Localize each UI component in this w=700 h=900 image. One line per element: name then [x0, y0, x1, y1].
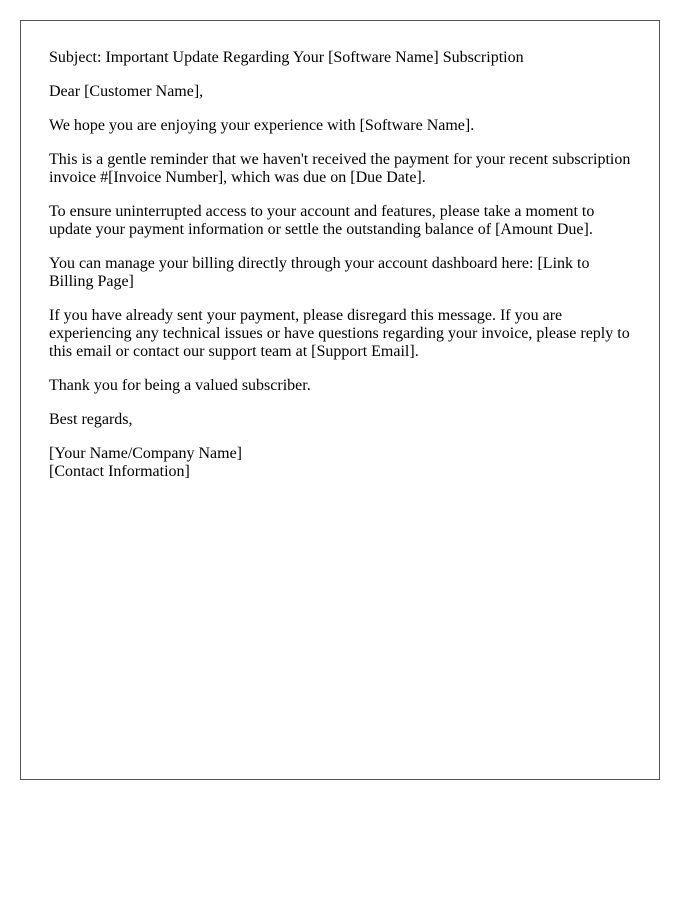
reminder-paragraph — [49, 151, 631, 187]
intro-paragraph — [49, 117, 631, 135]
thanks-paragraph — [49, 377, 631, 395]
billing-line: Billing Page] — [49, 273, 134, 290]
letter-page — [20, 20, 660, 780]
action-line: To ensure uninterrupted access to your account and features, please take a moment to — [49, 203, 595, 220]
subject-text: Subject: Important Update Regarding Your [Software Name] Subscription — [49, 49, 524, 66]
support-line: experiencing any technical issues or have questions regarding your invoice, please reply to — [49, 325, 630, 342]
support-line: If you have already sent your payment, please disregard this message. If you are — [49, 307, 563, 324]
intro-text: We hope you are enjoying your experience with [Software Name]. — [49, 117, 475, 134]
support-line: this email or contact our support team at [Support Email]. — [49, 343, 419, 360]
action-line: update your payment information or settle the outstanding balance of [Amount Due]. — [49, 221, 593, 238]
signature — [49, 445, 631, 481]
greeting — [49, 83, 631, 101]
signature-name: [Your Name/Company Name] — [49, 445, 243, 462]
closing — [49, 411, 631, 429]
reminder-line: This is a gentle reminder that we haven't received the payment for your recent subscription — [49, 151, 631, 168]
subject-line — [49, 49, 631, 67]
support-paragraph — [49, 307, 631, 361]
closing-text: Best regards, — [49, 411, 133, 428]
reminder-line: invoice #[Invoice Number], which was due on [Due Date]. — [49, 169, 426, 186]
billing-line: You can manage your billing directly through your account dashboard here: [Link to — [49, 255, 590, 272]
action-paragraph — [49, 203, 631, 239]
thanks-text: Thank you for being a valued subscriber. — [49, 377, 311, 394]
billing-paragraph — [49, 255, 631, 291]
signature-contact: [Contact Information] — [49, 463, 190, 480]
greeting-text: Dear [Customer Name], — [49, 83, 204, 100]
